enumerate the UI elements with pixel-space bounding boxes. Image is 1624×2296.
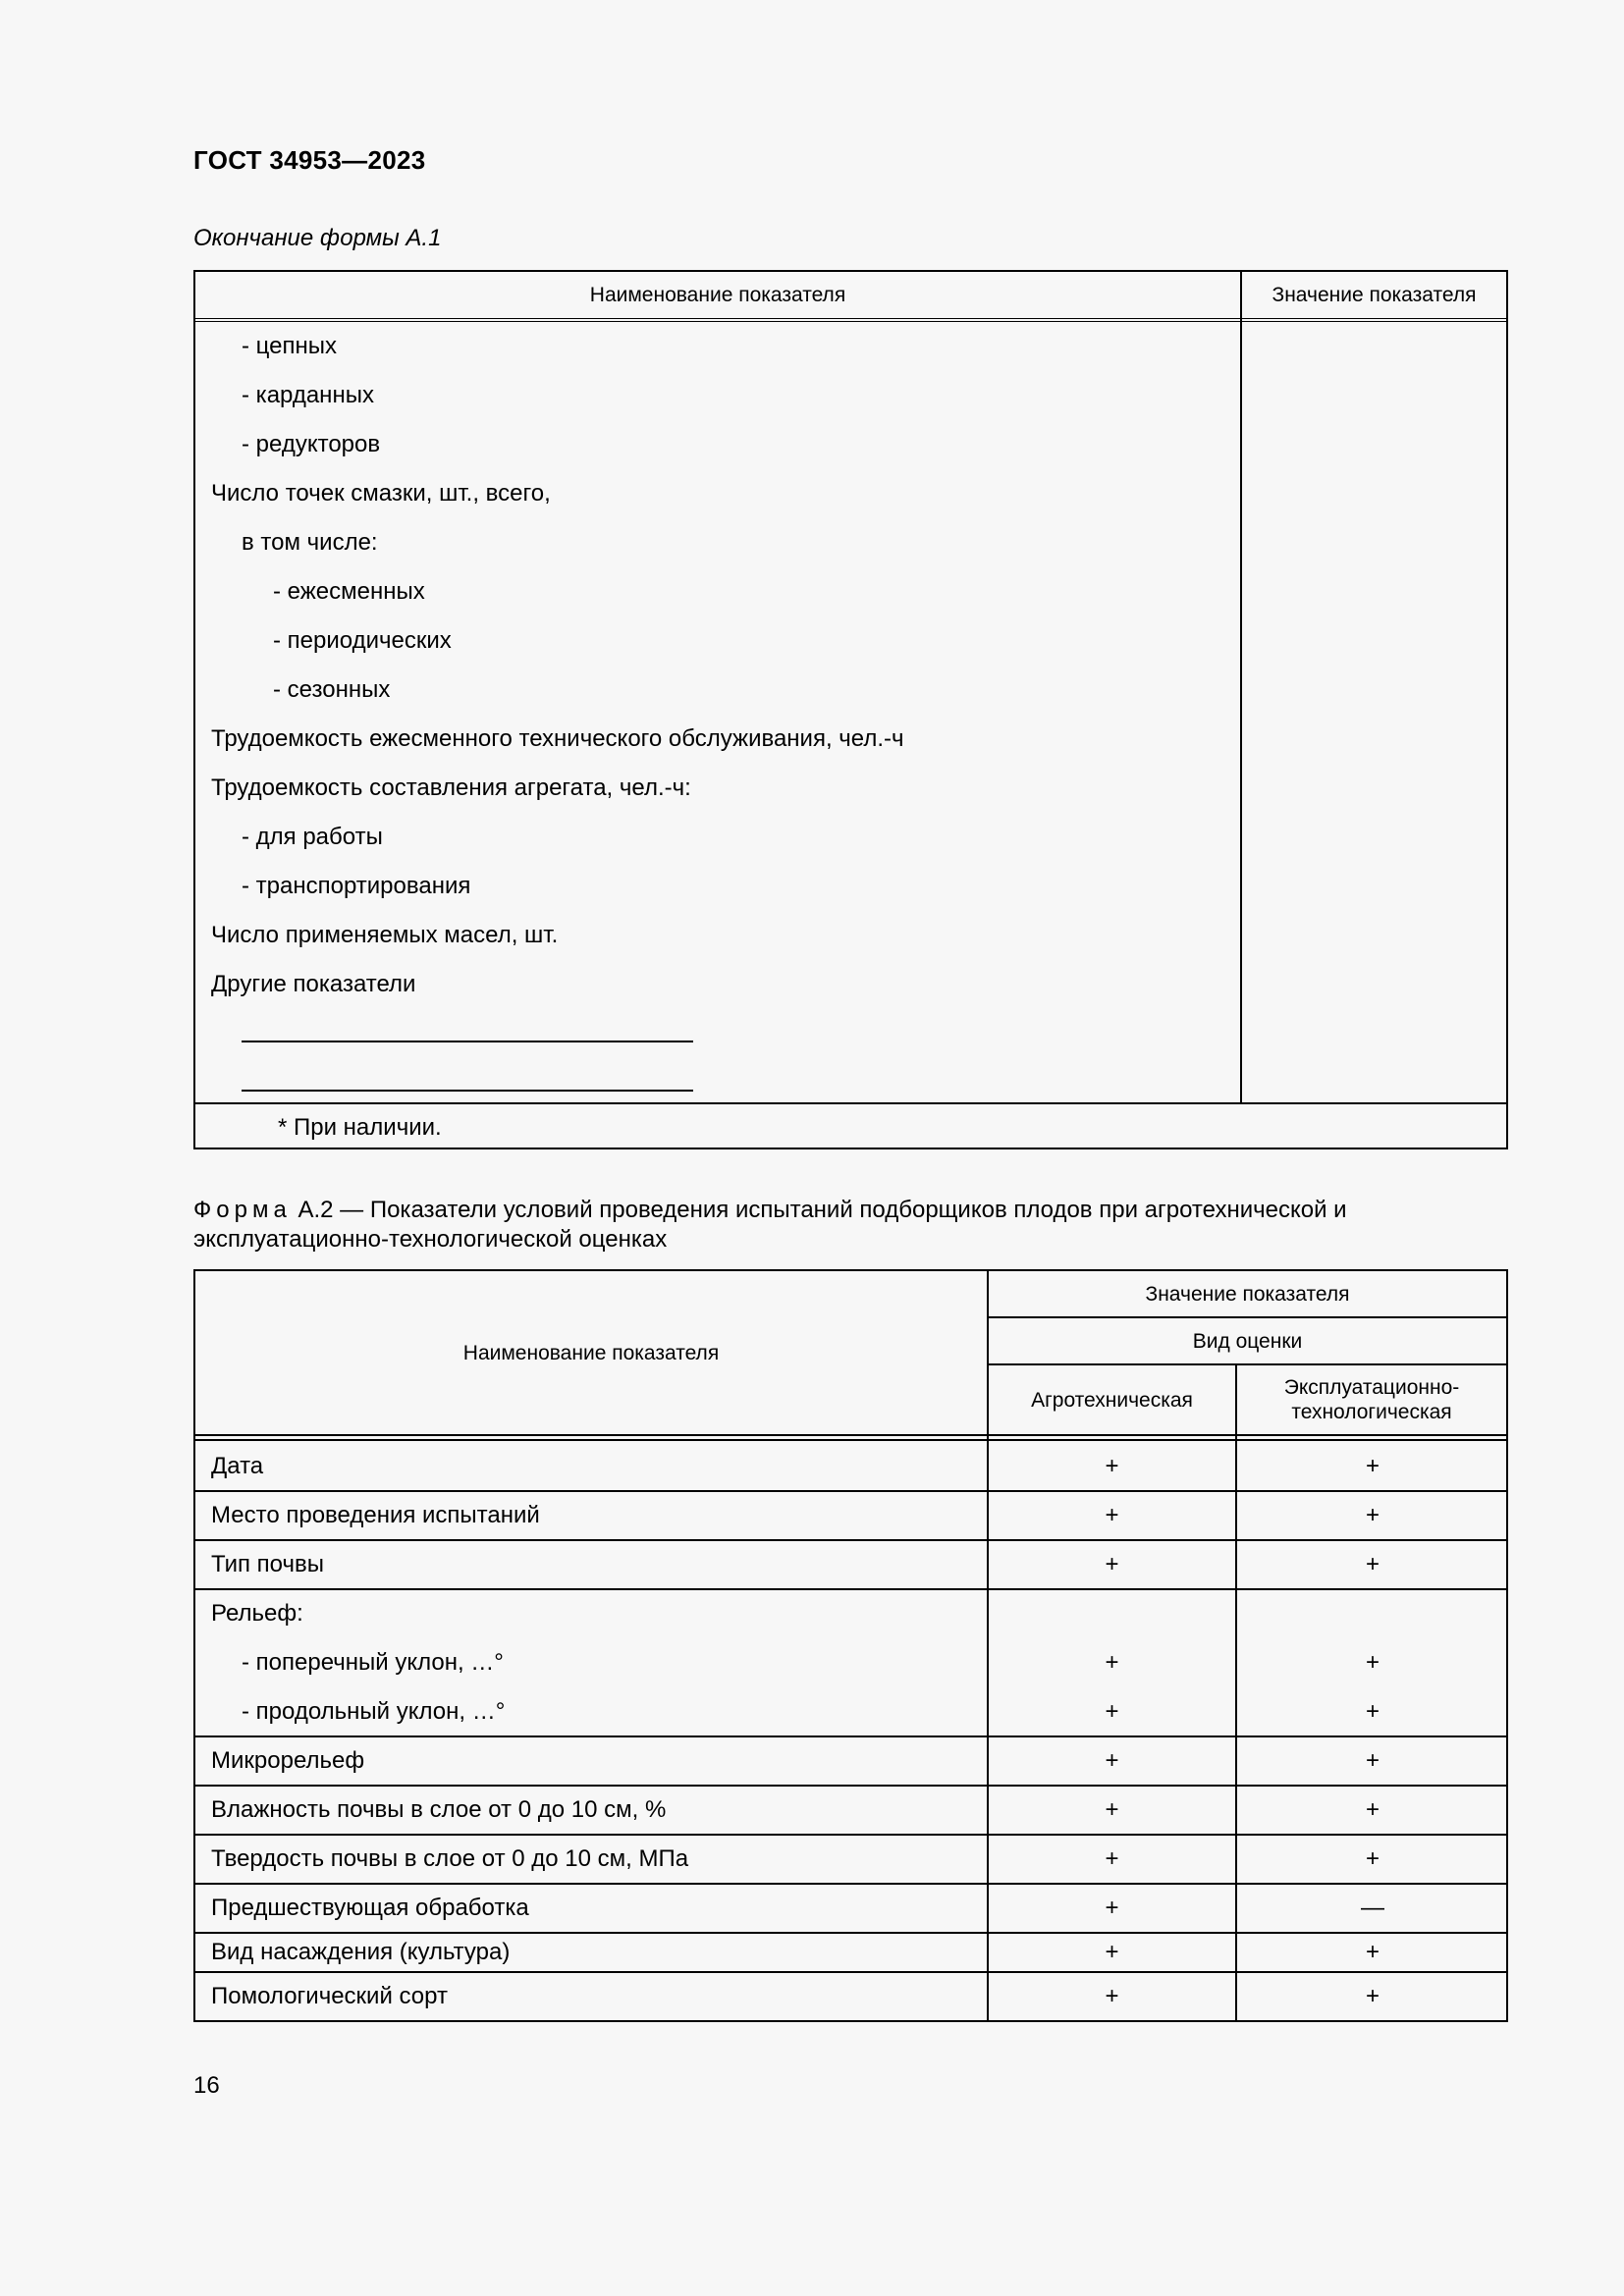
form-a1-col-value: Значение показателя [1272,284,1477,306]
table-row: Другие показатели [211,971,416,997]
row-expl-value: + [1365,1649,1380,1676]
table-row [195,1442,1506,1491]
table-row [195,1491,1506,1540]
row-name: Микрорельеф [211,1747,365,1774]
caption-lead: Форма [193,1197,292,1223]
form-a2-col-agro: Агротехническая [1031,1388,1193,1412]
row-name: Твердость почвы в слое от 0 до 10 см, МПа [211,1845,689,1872]
table-row: - сезонных [273,676,391,703]
row-name: Предшествующая обработка [211,1895,529,1921]
header-divider [195,1434,1506,1436]
table-row: - карданных [242,382,374,408]
form-a2-table [193,1269,1508,2022]
row-agro-value: + [1105,1551,1119,1577]
table-row: - транспортирования [242,873,471,899]
form-a1-col-name: Наименование показателя [589,284,846,306]
row-agro-value: + [1105,1939,1119,1965]
row-agro-value: + [1105,1698,1119,1725]
form-a1-table [193,270,1508,1149]
table-row: - периодических [273,627,452,654]
footnote: * При наличии. [278,1114,442,1141]
table-row: - для работы [242,824,383,850]
row-name: - поперечный уклон, …° [242,1649,504,1676]
table-row: - цепных [242,333,337,359]
row-expl-value: + [1365,1747,1380,1774]
row-expl-value: + [1365,1796,1380,1823]
row-name: Влажность почвы в слое от 0 до 10 см, % [211,1796,667,1823]
row-expl-value: + [1365,1845,1380,1872]
row-name: Дата [211,1453,264,1479]
row-name: Вид насаждения (культура) [211,1939,511,1965]
form-continuation-label: Окончание формы А.1 [193,225,442,251]
form-a1-column-divider [1240,272,1242,1102]
header-divider [195,1439,1506,1441]
document-header: ГОСТ 34953—2023 [193,145,426,175]
table-row: Трудоемкость ежесменного технического обслуживания, чел.-ч [211,725,904,752]
row-agro-value: + [1105,1845,1119,1872]
table-row: - редукторов [242,431,381,457]
form-a2-caption [193,1196,1511,1255]
form-a1-header-row [195,272,1506,322]
row-agro-value: + [1105,1453,1119,1479]
table-row [195,1884,1506,1933]
caption-text: А.2 — Показатели условий проведения испытаний подборщиков плодов при агротехнической и эксплуатационно-технологической оценках [193,1197,1347,1253]
table-row [195,1589,1506,1638]
row-agro-value: + [1105,1983,1119,2009]
blank-entry-line [242,1090,693,1092]
form-a2-col-name: Наименование показателя [462,1341,720,1364]
row-expl-value: + [1365,1698,1380,1725]
row-expl-value: + [1365,1453,1380,1479]
row-name: - продольный уклон, …° [242,1698,506,1725]
row-expl-value: + [1365,1939,1380,1965]
row-agro-value: + [1105,1747,1119,1774]
row-agro-value: + [1105,1895,1119,1921]
row-agro-value: + [1105,1649,1119,1676]
row-agro-value: + [1105,1796,1119,1823]
page-number: 16 [193,2072,220,2099]
row-name: Место проведения испытаний [211,1502,540,1528]
form-a2-col-eval-type: Вид оценки [1192,1329,1303,1353]
row-expl-value: — [1361,1895,1384,1921]
table-row [195,1638,1506,1687]
table-row: в том числе: [242,529,378,556]
table-row [195,1540,1506,1589]
table-row [195,1835,1506,1884]
row-expl-value: + [1365,1983,1380,2009]
table-row [195,1933,1506,1972]
table-row [195,1972,1506,2020]
row-name: Тип почвы [211,1551,324,1577]
form-a1-footnote-row [195,1102,1506,1151]
form-a2-col-expl: Эксплуатационно-технологическая [1283,1376,1460,1423]
table-row [195,1786,1506,1835]
table-row: - ежесменных [273,578,425,605]
row-name: Помологический сорт [211,1983,448,2009]
table-row [195,1687,1506,1736]
blank-entry-line [242,1041,693,1042]
table-row [195,1736,1506,1786]
row-name: Рельеф: [211,1600,303,1627]
form-a2-col-value: Значение показателя [1145,1282,1350,1306]
row-expl-value: + [1365,1551,1380,1577]
form-a1-body [195,322,1240,1102]
table-row: Число точек смазки, шт., всего, [211,480,551,507]
table-row: Число применяемых масел, шт. [211,922,559,948]
table-row: Трудоемкость составления агрегата, чел.-ч: [211,774,691,801]
row-agro-value: + [1105,1502,1119,1528]
row-expl-value: + [1365,1502,1380,1528]
